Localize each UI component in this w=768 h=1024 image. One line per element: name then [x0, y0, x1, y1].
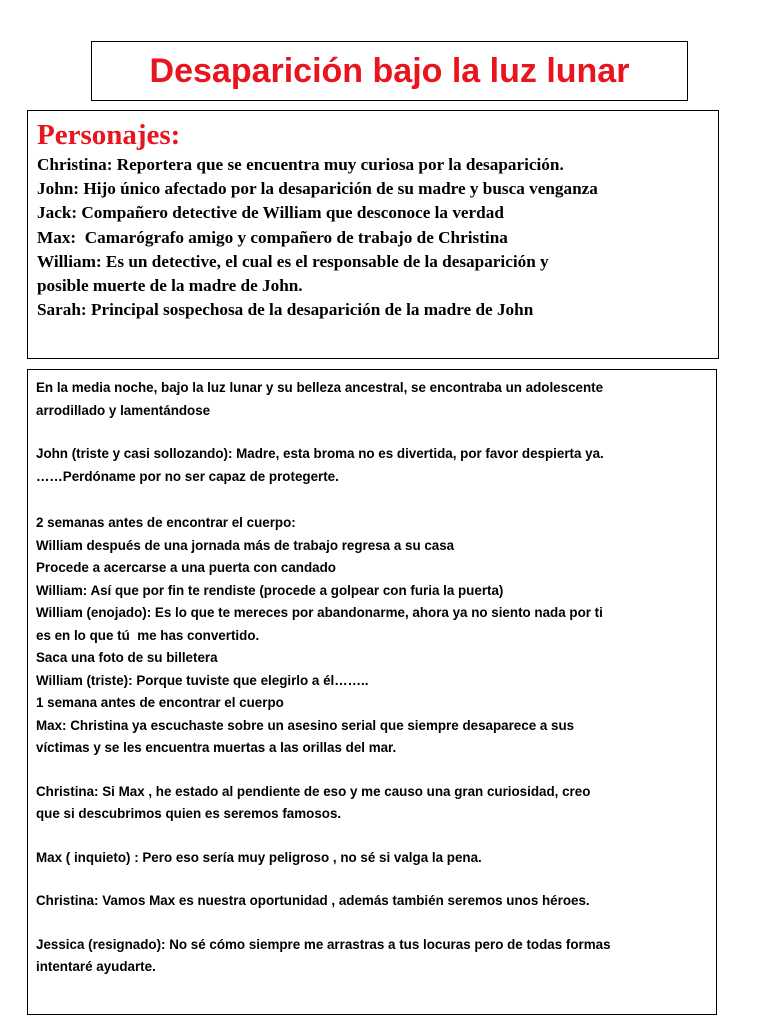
story-line: 2 semanas antes de encontrar el cuerpo: — [36, 515, 296, 530]
story-line: William (triste): Porque tuviste que elegirlo a él…….. — [36, 672, 369, 688]
story-line: William después de una jornada más de trabajo regresa a su casa — [36, 537, 455, 553]
story-line: intentaré ayudarte. — [36, 959, 156, 974]
character-line: William: Es un detective, el cual es el responsable de la desaparición y — [37, 251, 549, 271]
story-line: En la media noche, bajo la luz lunar y su belleza ancestral, se encontraba un adolescente — [36, 380, 604, 395]
paragraph-gap — [36, 422, 716, 443]
paragraph-gap — [36, 869, 716, 890]
story-line: Christina: Si Max , he estado al pendiente de eso y me causo una gran curiosidad, creo — [36, 783, 591, 799]
title-box — [91, 41, 688, 101]
character-line: Sarah: Principal sospechosa de la desaparición de la madre de John — [37, 300, 534, 320]
story-line: Max: Christina ya escuchaste sobre un asesino serial que siempre desaparece a sus — [36, 717, 575, 733]
characters-box — [27, 110, 719, 359]
story-line: arrodillado y lamentándose — [36, 402, 211, 418]
story-line: William: Así que por fin te rendiste (procede a golpear con furia la puerta) — [36, 582, 504, 598]
story-line: que si descubrimos quien es seremos famosos. — [36, 806, 342, 821]
story-box — [27, 369, 717, 1015]
story-line: John (triste y casi sollozando): Madre, esta broma no es divertida, por favor despierta ya. — [36, 446, 604, 461]
story-line: William (enojado): Es lo que te mereces por abandonarme, ahora ya no siento nada por ti — [36, 605, 603, 620]
paragraph-gap — [36, 826, 716, 847]
character-line: Max: Camarógrafo amigo y compañero de trabajo de Christina — [37, 227, 508, 247]
characters-heading: Personajes: — [37, 119, 181, 151]
character-line: posible muerte de la madre de John. — [37, 276, 303, 296]
story-line: ……Perdóname por no ser capaz de protegerte. — [36, 468, 339, 484]
paragraph-gap — [36, 488, 716, 512]
story-line: Christina: Vamos Max es nuestra oportunidad , además también seremos unos héroes. — [36, 893, 590, 908]
story-line: es en lo que tú me has convertido. — [36, 627, 260, 643]
story-line: Jessica (resignado): No sé cómo siempre me arrastras a tus locuras pero de todas formas — [36, 936, 611, 952]
character-line: Jack: Compañero detective de William que desconoce la verdad — [37, 203, 504, 223]
story-line: Max ( inquieto) : Pero eso sería muy peligroso , no sé si valga la pena. — [36, 849, 482, 865]
story-line: Procede a acercarse a una puerta con candado — [36, 560, 336, 575]
paragraph-gap — [36, 760, 716, 781]
character-line: John: Hijo único afectado por la desaparición de su madre y busca venganza — [37, 179, 598, 199]
character-line: Christina: Reportera que se encuentra muy curiosa por la desaparición. — [37, 155, 564, 174]
paragraph-gap — [36, 913, 716, 934]
story-line: 1 semana antes de encontrar el cuerpo — [36, 695, 284, 710]
story-line: víctimas y se les encuentra muertas a las orillas del mar. — [36, 740, 397, 755]
story-line: Saca una foto de su billetera — [36, 650, 218, 665]
document-title: Desaparición bajo la luz lunar — [149, 51, 630, 90]
